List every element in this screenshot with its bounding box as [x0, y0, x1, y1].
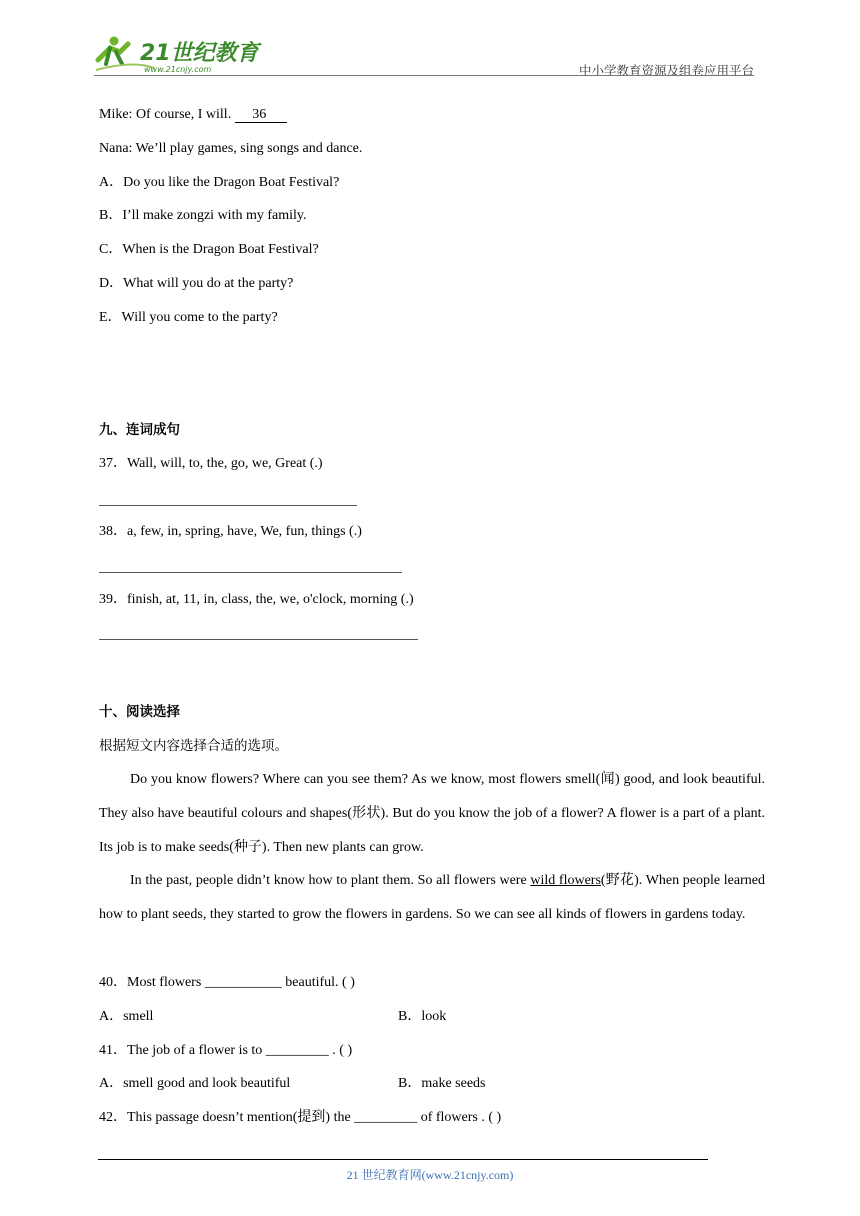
answer-line-38[interactable]: [99, 572, 402, 573]
option-c: C．When is the Dragon Boat Festival?: [99, 242, 319, 257]
section-10-title: 十、阅读选择: [99, 704, 180, 720]
header-platform-text: 中小学教育资源及组卷应用平台: [578, 64, 754, 78]
footer-site-link[interactable]: 21 世纪教育网(www.21cnjy.com): [346, 1168, 514, 1182]
question-37: 37．Wall, will, to, the, go, we, Great (.): [99, 456, 323, 471]
footer-divider: [98, 1159, 708, 1160]
site-logo: [94, 34, 264, 76]
section-10-instruction: 根据短文内容选择合适的选项。: [99, 738, 288, 754]
section-9-title: 九、连词成句: [99, 422, 180, 438]
passage-paragraph-2: [99, 864, 765, 932]
answer-line-39[interactable]: [99, 639, 418, 640]
question-42: 42．This passage doesn’t mention(提到) the _________ of flowers . ( ): [99, 1110, 502, 1125]
para2-text-before: In the past, people didn’t know how to plant them. So all flowers were: [130, 873, 531, 888]
runner-logo-icon: [94, 34, 264, 76]
mike-answer-blank: [235, 108, 288, 123]
option-e: E．Will you come to the party?: [99, 310, 278, 325]
question-39: 39．finish, at, 11, in, class, the, we, o'clock, morning (.): [99, 592, 414, 607]
logo-text: 21世纪教育: [140, 41, 259, 66]
option-d: D．What will you do at the party?: [99, 276, 294, 291]
option-b: B．I’ll make zongzi with my family.: [99, 208, 307, 223]
underlined-wild-flowers: wild flowers: [530, 873, 601, 888]
answer-line-37[interactable]: [99, 505, 357, 506]
logo-url: www.21cnjy.com: [144, 65, 212, 74]
blank-number: 36: [252, 107, 267, 122]
mike-text: Mike: Of course, I will.: [99, 107, 235, 122]
passage-paragraph-1: Do you know flowers? Where can you see them? As we know, most flowers smell(闻) good, and look beautiful. They also have beautiful colours and shapes(形状). But do you know the job of a flower? A flower is a part of a plant. Its job is to make seeds(种子). Then new plants can grow.: [99, 772, 765, 855]
para2-text-after: (野花). When people learned how to plant seeds, they started to grow the flowers in gardens. So we can see all kinds of flowers in gardens today.: [99, 873, 765, 922]
question-40: 40．Most flowers ___________ beautiful. ( ): [99, 975, 355, 990]
q41-option-b: B．make seeds: [398, 1076, 486, 1091]
question-41: 41．The job of a flower is to _________ . ( ): [99, 1043, 353, 1058]
dialogue-nana: Nana: We’ll play games, sing songs and dance.: [99, 141, 363, 156]
q40-option-b: B．look: [398, 1009, 447, 1024]
q40-option-a: A．smell: [99, 1009, 154, 1024]
dialogue-mike: [99, 105, 287, 125]
q41-option-a: A．smell good and look beautiful: [99, 1076, 291, 1091]
header-divider: [94, 75, 754, 76]
question-38: 38．a, few, in, spring, have, We, fun, things (.): [99, 524, 362, 539]
option-a: A．Do you like the Dragon Boat Festival?: [99, 175, 340, 190]
